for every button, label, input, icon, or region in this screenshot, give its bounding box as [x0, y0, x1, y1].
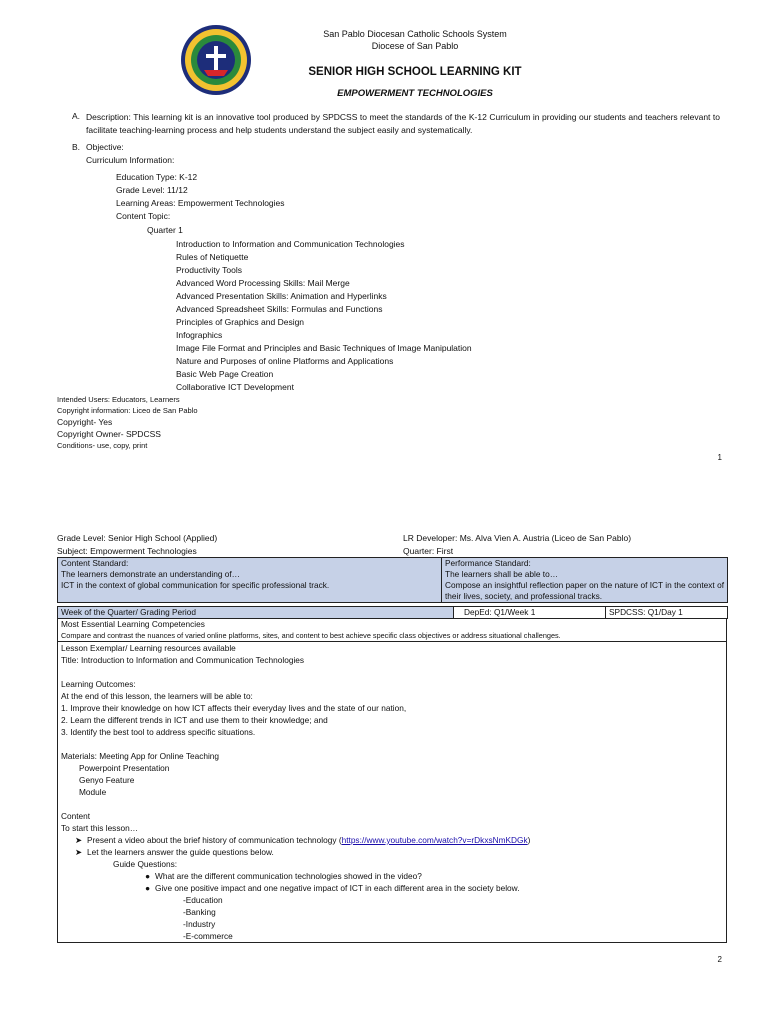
step1-text: Present a video about the brief history of communication technology ( [87, 835, 342, 845]
outcome-item: 1. Improve their knowledge on how ICT affects their everyday lives and the state of our nation, [61, 703, 407, 713]
grade-level-p2: Grade Level: Senior High School (Applied) [57, 533, 218, 543]
outcomes-title: Learning Outcomes: [61, 679, 136, 689]
arrow-bullet-icon: ➤ [75, 835, 82, 845]
topic-item: Infographics [176, 330, 223, 340]
guide-questions-title: Guide Questions: [113, 859, 178, 869]
copyright-info: Copyright information: Liceo de San Pablo [57, 406, 198, 415]
content-topic: Content Topic: [116, 211, 171, 221]
education-type: Education Type: K-12 [116, 172, 198, 182]
step1-close: ) [527, 835, 531, 845]
question-text: What are the different communication technologies showed in the video? [155, 871, 422, 881]
content-standard-line: The learners demonstrate an understanding of… [61, 569, 240, 579]
deped-week: DepEd: Q1/Week 1 [454, 607, 606, 619]
material-item: Module [79, 787, 107, 797]
video-link[interactable]: https://www.youtube.com/watch?v=rDkxsNmKDGk [341, 835, 528, 845]
arrow-bullet-icon: ➤ [75, 847, 82, 857]
melc-cell [58, 619, 727, 642]
area-item: -Industry [183, 919, 216, 929]
copyright-flag: Copyright- Yes [57, 417, 113, 427]
week-label: Week of the Quarter/ Grading Period [58, 607, 454, 619]
step-item [61, 834, 723, 846]
diocese-name: Diocese of San Pablo [371, 41, 459, 51]
content-standard-line: ICT in the context of global communication for specific professional track. [61, 580, 330, 590]
topic-item: Basic Web Page Creation [176, 369, 274, 379]
topic-item: Introduction to Information and Communication Technologies [176, 239, 405, 249]
lesson-title: Title: Introduction to Information and Communication Technologies [61, 655, 305, 665]
performance-standard-line: The learners shall be able to… [445, 569, 558, 579]
area-item: -E-commerce [183, 931, 233, 941]
page-title: SENIOR HIGH SCHOOL LEARNING KIT [308, 66, 522, 78]
learning-areas: Learning Areas: Empowerment Technologies [116, 198, 285, 208]
copyright-owner: Copyright Owner- SPDCSS [57, 429, 161, 439]
material-item: Genyo Feature [79, 775, 135, 785]
question-text: Give one positive impact and one negative impact of ICT in each different area in the society below. [155, 883, 520, 893]
content-standard-cell [58, 558, 442, 603]
outcome-item: 2. Learn the different trends in ICT and use them to their knowledge; and [61, 715, 328, 725]
topic-item: Nature and Purposes of online Platforms and Applications [176, 356, 394, 366]
lr-developer: LR Developer: Ms. Alva Vien A. Austria (Liceo de San Pablo) [403, 533, 632, 543]
topic-item: Collaborative ICT Development [176, 382, 294, 392]
question-item [61, 882, 723, 894]
step-item [61, 846, 723, 858]
conditions: Conditions- use, copy, print [57, 441, 148, 450]
lesson-cell [58, 642, 727, 943]
materials-title: Materials: Meeting App for Online Teaching [61, 751, 220, 761]
topic-item: Advanced Spreadsheet Skills: Formulas and Functions [176, 304, 383, 314]
subject-p2: Subject: Empowerment Technologies [57, 546, 197, 556]
topic-item: Productivity Tools [176, 265, 242, 275]
topic-item: Principles of Graphics and Design [176, 317, 305, 327]
outcome-item: 3. Identify the best tool to address specific situations. [61, 727, 256, 737]
section-a-marker: A. [72, 111, 81, 121]
main-lesson-table [57, 618, 727, 943]
standards-table [57, 557, 728, 603]
description-paragraph: Description: This learning kit is an innovative tool produced by SPDCSS to meet the standards of the K-12 Curriculum in providing our students and teachers relevant to facilitate teaching-learning process and help students understand the subject easily and systematically. [86, 112, 720, 135]
area-item: -Education [183, 895, 223, 905]
school-seal-logo [180, 24, 252, 96]
section-b-marker: B. [72, 142, 81, 152]
topic-item: Advanced Word Processing Skills: Mail Merge [176, 278, 350, 288]
content-standard-title: Content Standard: [61, 558, 129, 568]
curriculum-heading: Curriculum Information: [86, 155, 175, 165]
outcomes-intro: At the end of this lesson, the learners will be able to: [61, 691, 253, 701]
org-name: San Pablo Diocesan Catholic Schools System [323, 29, 507, 39]
dot-bullet-icon: ● [145, 871, 151, 881]
dot-bullet-icon: ● [145, 883, 151, 893]
performance-standard-title: Performance Standard: [445, 558, 531, 568]
page-number: 1 [717, 453, 722, 462]
topic-item: Advanced Presentation Skills: Animation and Hyperlinks [176, 291, 387, 301]
spdcss-day: SPDCSS: Q1/Day 1 [606, 607, 728, 619]
quarter-label: Quarter 1 [147, 225, 183, 235]
intended-users: Intended Users: Educators, Learners [57, 395, 180, 404]
grade-level: Grade Level: 11/12 [116, 185, 188, 195]
page-subtitle: EMPOWERMENT TECHNOLOGIES [337, 88, 493, 99]
area-item: -Banking [183, 907, 216, 917]
topic-item: Rules of Netiquette [176, 252, 249, 262]
objective-heading: Objective: [86, 142, 124, 152]
topic-item: Image File Format and Principles and Basic Techniques of Image Manipulation [176, 343, 472, 353]
performance-standard-line: Compose an insightful reflection paper on the nature of ICT in the context of their lives, society, and professional tracks. [445, 580, 724, 601]
material-item: Powerpoint Presentation [79, 763, 170, 773]
exemplar-title: Lesson Exemplar/ Learning resources available [61, 643, 236, 653]
step2-text: Let the learners answer the guide questions below. [87, 847, 274, 857]
question-item [61, 870, 723, 882]
melc-title: Most Essential Learning Competencies [61, 619, 205, 629]
performance-standard-cell [442, 558, 728, 603]
melc-text: Compare and contrast the nuances of varied online platforms, sites, and content to best achieve specific class objectives or address situational challenges. [61, 631, 561, 640]
content-title: Content [61, 811, 91, 821]
quarter-p2: Quarter: First [403, 546, 454, 556]
start-lesson: To start this lesson… [61, 823, 139, 833]
page-number: 2 [717, 955, 722, 964]
